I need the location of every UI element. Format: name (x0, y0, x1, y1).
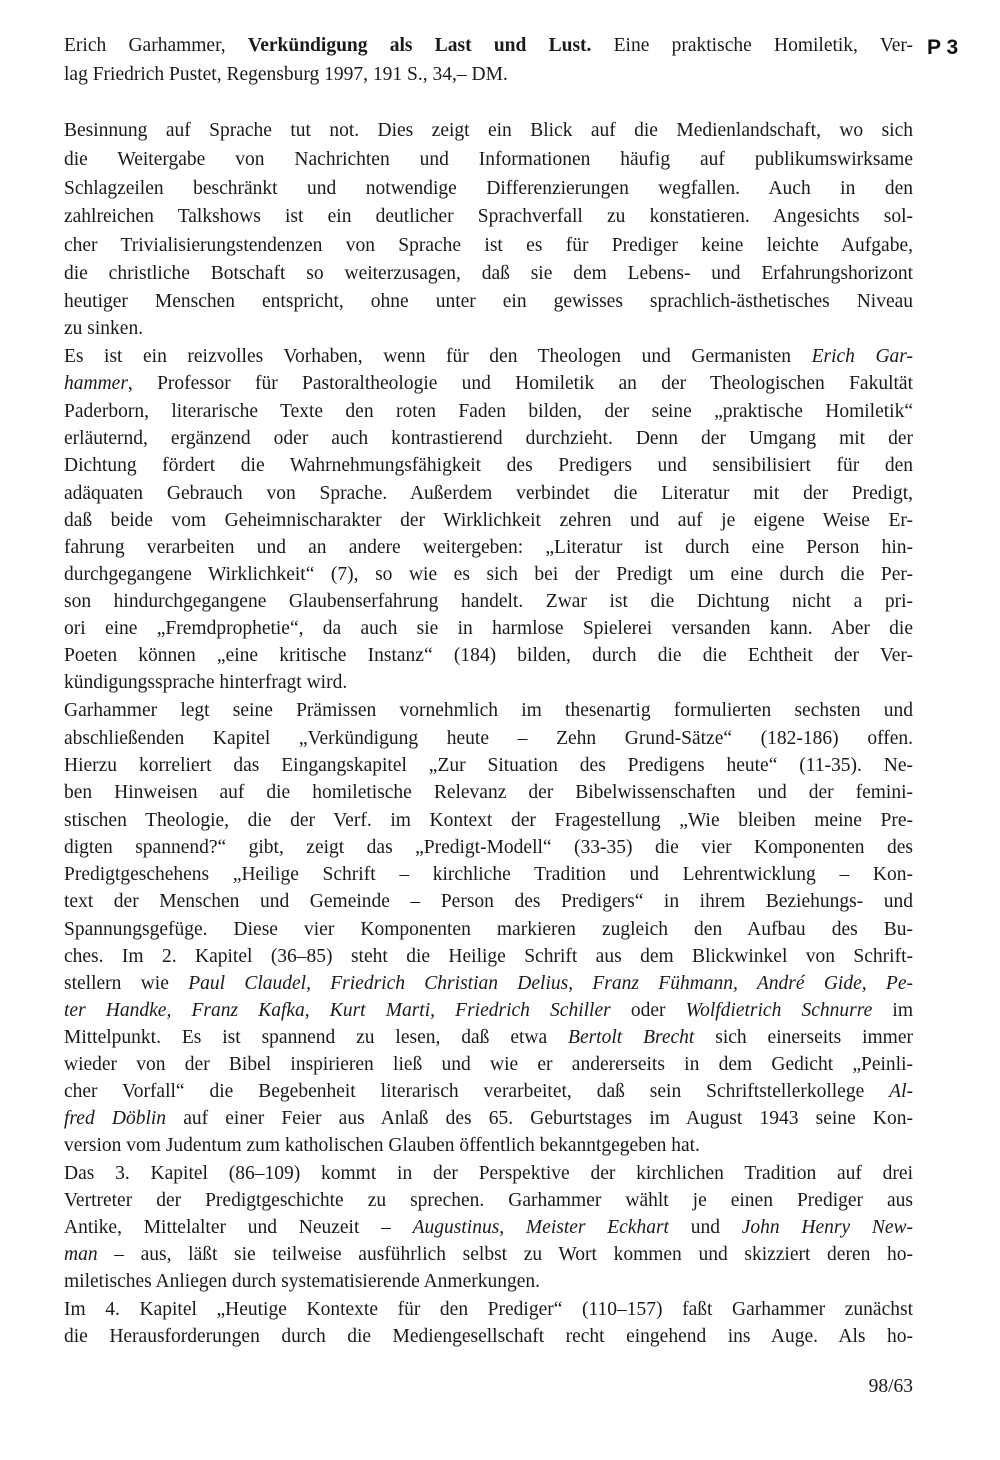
body-line: Garhammer legt seine Prämissen vornehmlich im thesenartig formulierten sechsten und (64, 700, 913, 721)
body-line: die Weitergabe von Nachrichten und Informationen häufig auf publikumswirksame (64, 149, 913, 170)
page-tag: P 3 (927, 36, 959, 59)
body-line: Im 4. Kapitel „Heutige Kontexte für den Prediger“ (110–157) faßt Garhammer zunächst (64, 1299, 913, 1320)
body-line: Vertreter der Predigtgeschichte zu sprechen. Garhammer wählt je einen Prediger aus (64, 1190, 913, 1211)
page-number: 98/63 (868, 1376, 913, 1397)
body-line (64, 1105, 913, 1132)
author-names: Augustinus, Meister Eckhart (412, 1217, 669, 1238)
text-run: cher Vorfall“ die Begebenheit literarisch verarbeitet, daß sein Schriftstellerkollege (64, 1081, 890, 1102)
text-run: – aus, läßt sie teilweise ausführlich selbst zu Wort kommen und skizziert deren ho- (97, 1244, 913, 1265)
body-line: text der Menschen und Gemeinde – Person des Predigers“ in ihrem Beziehungs- und (64, 891, 913, 912)
author-names: ter Handke, Franz Kafka, Kurt Marti, Friedrich Schiller (64, 1000, 611, 1021)
text-run: im (872, 1000, 913, 1021)
author-name: Bertolt Brecht (568, 1027, 695, 1048)
author-name: fred Döblin (64, 1108, 167, 1129)
body-line: zu sinken. (64, 318, 144, 339)
text-run: Mittelpunkt. Es ist spannend zu lesen, daß etwa (64, 1027, 569, 1048)
author-name: Al- (889, 1081, 913, 1102)
body-line: Dichtung fördert die Wahrnehmungsfähigkeit des Predigers und sensibilisiert für den (64, 455, 913, 476)
body-line (64, 1078, 913, 1105)
body-line: zahlreichen Talkshows ist ein deutlicher Sprachverfall zu konstatieren. Angesichts sol- (64, 206, 913, 227)
body-line: Spannungsgefüge. Diese vier Komponenten markieren zugleich den Aufbau des Bu- (64, 919, 913, 940)
body-line: ben Hinweisen auf die homiletische Relevanz der Bibelwissenschaften und der femini- (64, 782, 913, 803)
body-line: kündigungssprache hinterfragt wird. (64, 672, 348, 693)
body-line: Das 3. Kapitel (86–109) kommt in der Perspektive der kirchlichen Tradition auf drei (64, 1163, 913, 1184)
body-line: daß beide vom Geheimnischarakter der Wirklichkeit zehren und auf je eigene Weise Er- (64, 510, 913, 531)
header-line-2: lag Friedrich Pustet, Regensburg 1997, 191 S., 34,– DM. (64, 64, 508, 85)
header-subtitle: Eine praktische Homiletik, Ver- (591, 35, 913, 56)
text-run: stellern wie (64, 973, 189, 994)
text-run: Antike, Mittelalter und Neuzeit – (64, 1217, 413, 1238)
text-run: , Professor für Pastoraltheologie und Homiletik an der Theologischen Fakultät (127, 373, 913, 394)
text-run: und (668, 1217, 742, 1238)
body-line: ori eine „Fremdprophetie“, da auch sie in harmlose Spielerei versanden kann. Aber die (64, 618, 913, 639)
body-line: cher Trivialisierungstendenzen von Sprache ist es für Prediger keine leichte Aufgabe, (64, 235, 913, 256)
body-line: erläuternd, ergänzend oder auch kontrastierend durchzieht. Denn der Umgang mit der (64, 428, 913, 449)
author-names: Paul Claudel, Friedrich Christian Delius, Franz Fühmann, André Gide, Pe- (188, 973, 913, 994)
body-line: adäquaten Gebrauch von Sprache. Außerdem verbindet die Literatur mit der Predigt, (64, 483, 913, 504)
author-name: hammer (64, 373, 128, 394)
header-title: Verkündigung als Last und Lust. (247, 35, 592, 56)
body-line: Predigtgeschehens „Heilige Schrift – kirchliche Tradition und Lehrentwicklung – Kon- (64, 864, 913, 885)
body-line (64, 997, 913, 1024)
body-line: die christliche Botschaft so weiterzusagen, daß sie dem Lebens- und Erfahrungshorizont (64, 263, 913, 284)
body-line (64, 1214, 913, 1241)
body-line (64, 343, 913, 370)
text-run: Es ist ein reizvolles Vorhaben, wenn für den Theologen und Germanisten (64, 346, 812, 367)
body-line (64, 370, 913, 397)
author-name: man (64, 1244, 98, 1265)
body-line: wieder von der Bibel inspirieren ließ und wie er andererseits in dem Gedicht „Peinli- (64, 1054, 913, 1075)
text-run: auf einer Feier aus Anlaß des 65. Geburtstages im August 1943 seine Kon- (166, 1108, 913, 1129)
text-run: oder (610, 1000, 686, 1021)
body-line: version vom Judentum zum katholischen Glauben öffentlich bekanntgegeben hat. (64, 1135, 700, 1156)
body-line: die Herausforderungen durch die Mediengesellschaft recht eingehend ins Auge. Als ho- (64, 1326, 913, 1347)
body-line: Paderborn, literarische Texte den roten Faden bilden, der seine „praktische Homiletik“ (64, 401, 913, 422)
body-line: stischen Theologie, die der Verf. im Kontext der Fragestellung „Wie bleiben meine Pre- (64, 810, 913, 831)
text-run: sich einerseits immer (694, 1027, 913, 1048)
body-line: heutiger Menschen entspricht, ohne unter ein gewisses sprachlich-ästhetisches Niveau (64, 291, 913, 312)
body-line: Besinnung auf Sprache tut not. Dies zeigt ein Blick auf die Medienlandschaft, wo sich (64, 120, 913, 141)
body-line: durchgegangene Wirklichkeit“ (7), so wie es sich bei der Predigt um eine durch die Per- (64, 564, 913, 585)
body-line (64, 970, 913, 997)
body-line: Hierzu korreliert das Eingangskapitel „Zur Situation des Predigens heute“ (11-35). Ne- (64, 755, 913, 776)
author-name: Erich Gar- (811, 346, 913, 367)
body-line (64, 1024, 913, 1051)
body-line: Poeten können „eine kritische Instanz“ (184) bilden, durch die die Echtheit der Ver- (64, 645, 913, 666)
body-line (64, 1241, 913, 1268)
body-line: miletisches Anliegen durch systematisierende Anmerkungen. (64, 1271, 541, 1292)
author-name: John Henry New- (741, 1217, 913, 1238)
body-line: digten spannend?“ gibt, zeigt das „Predigt-Modell“ (33-35) die vier Komponenten des (64, 837, 913, 858)
header-line-1 (64, 32, 913, 59)
body-line: ches. Im 2. Kapitel (36–85) steht die Heilige Schrift aus dem Blickwinkel von Schrift- (64, 946, 913, 967)
body-line: son hindurchgegangene Glaubenserfahrung handelt. Zwar ist die Dichtung nicht a pri- (64, 591, 913, 612)
body-line: Schlagzeilen beschränkt und notwendige Differenzierungen wegfallen. Auch in den (64, 178, 913, 199)
body-line: fahrung verarbeiten und an andere weitergeben: „Literatur ist durch eine Person hin- (64, 537, 913, 558)
body-line: abschließenden Kapitel „Verkündigung heute – Zehn Grund-Sätze“ (182-186) offen. (64, 728, 913, 749)
header-author: Erich Garhammer, (64, 35, 248, 56)
author-name: Wolfdietrich Schnurre (685, 1000, 873, 1021)
